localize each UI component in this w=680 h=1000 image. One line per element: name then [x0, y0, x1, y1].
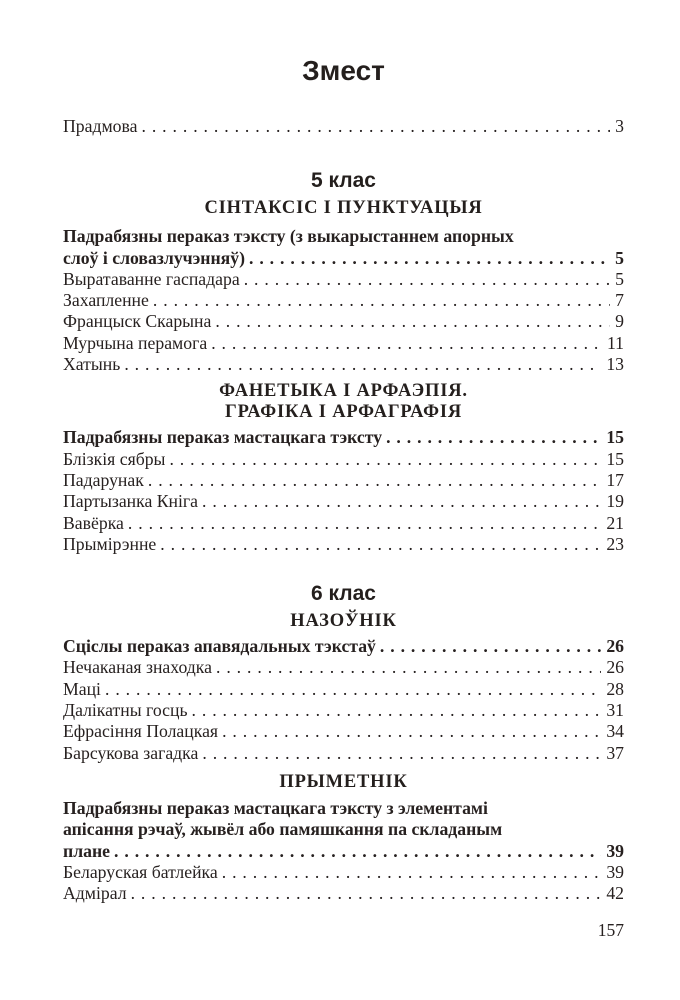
- dot-leader: [202, 491, 601, 512]
- toc-entry-text: Вавёрка: [63, 512, 124, 533]
- toc-entry: [63, 743, 624, 764]
- toc-entry-page: 34: [606, 721, 624, 742]
- dot-leader: [386, 427, 601, 448]
- toc-entry-text: Выратаванне гаспадара: [63, 268, 240, 289]
- toc-entry-page: 5: [615, 268, 624, 289]
- toc-entry-page: 21: [606, 512, 624, 533]
- dot-leader: [153, 290, 610, 311]
- toc-entry: [63, 819, 624, 840]
- dot-leader: [169, 449, 601, 470]
- toc-entry-text: Прадмова: [63, 116, 138, 136]
- toc-entry: [63, 311, 624, 332]
- toc-entry-text: Прымірэнне: [63, 533, 157, 554]
- toc-entry: [63, 534, 624, 555]
- toc-entry-text: Партызанка Кніга: [63, 491, 199, 512]
- toc-entry: [63, 883, 624, 904]
- toc-entry-text: Сціслы пераказ апавядальных тэкстаў: [63, 636, 376, 657]
- toc-entry-text: Блізкія сябры: [63, 448, 166, 469]
- toc-entry-text: слоў і словазлучэнняў): [63, 247, 245, 268]
- section-heading-phonetics-orthography: ФАНЕТЫКА І АРФАЭПІЯ. ГРАФІКА І АРФАГРАФІЯ: [219, 381, 468, 423]
- dot-leader: [222, 862, 602, 883]
- toc-entry: [63, 679, 624, 700]
- dot-leader: [222, 721, 601, 742]
- folio-page-number: 157: [597, 920, 624, 941]
- toc-entry-text: Падрабязны пераказ мастацкага тэксту: [63, 427, 383, 448]
- toc-entry-page: 19: [606, 491, 624, 512]
- toc-entry: [63, 427, 624, 448]
- toc-entry-page: 5: [615, 247, 624, 268]
- dot-leader: [202, 743, 601, 764]
- toc-entry-page: 28: [606, 678, 624, 699]
- toc-entry: [63, 513, 624, 534]
- section-heading-adjective: ПРЫМЕТНІК: [279, 771, 408, 792]
- dot-leader: [216, 657, 601, 678]
- toc-entry-page: 13: [606, 354, 624, 375]
- toc-entry-text: Падрабязны пераказ мастацкага тэксту з элементамі: [63, 797, 488, 818]
- toc-entry-page: 17: [606, 469, 624, 490]
- page-title: Змест: [302, 55, 385, 86]
- dot-leader: [105, 679, 601, 700]
- toc-entry-page: 15: [606, 448, 624, 469]
- toc-entry-text: Захапленне: [63, 290, 149, 311]
- toc-entry-page: 3: [615, 116, 624, 136]
- toc-entry-page: 7: [615, 290, 624, 311]
- toc-entry: [63, 862, 624, 883]
- toc-entry: [63, 333, 624, 354]
- toc-entry-text: Маці: [63, 678, 101, 699]
- dot-leader: [114, 841, 601, 862]
- toc-entry-text: апісання рэчаў, жывёл або памяшкання па складаным: [63, 819, 503, 840]
- toc-entry-page: 26: [606, 657, 624, 678]
- toc-entry: [63, 269, 624, 290]
- toc-entry: [63, 636, 624, 657]
- toc-entry-text: Мурчына перамога: [63, 332, 208, 353]
- toc-entry: [63, 248, 624, 269]
- toc-entry-text: Хатынь: [63, 354, 121, 375]
- toc-entry-page: 31: [606, 700, 624, 721]
- toc-entry-page: 39: [606, 840, 624, 861]
- toc-entry-text: Падрабязны пераказ тэксту (з выкарыстаннем апорных: [63, 226, 514, 247]
- toc-entry: [63, 290, 624, 311]
- toc-entry-page: 23: [606, 533, 624, 554]
- toc-entry: [63, 798, 624, 819]
- grade-5-heading: 5 клас: [311, 169, 376, 193]
- dot-leader: [249, 248, 610, 269]
- toc-entry: [63, 657, 624, 678]
- toc-entry-text: Падарунак: [63, 469, 144, 490]
- dot-leader: [192, 700, 602, 721]
- toc-entry: [63, 116, 624, 137]
- toc-entry-text: плане: [63, 840, 110, 861]
- dot-leader: [244, 269, 610, 290]
- toc-entry: [63, 354, 624, 375]
- toc-entry-page: 42: [606, 883, 624, 904]
- toc-entry-text: Далікатны госць: [63, 700, 188, 721]
- dot-leader: [124, 354, 601, 375]
- toc-entry-page: 37: [606, 742, 624, 763]
- dot-leader: [211, 333, 602, 354]
- dot-leader: [148, 470, 601, 491]
- toc-entry-page: 15: [606, 427, 624, 448]
- toc-entry-page: 26: [606, 636, 624, 657]
- toc-entry: [63, 700, 624, 721]
- toc-entry-text: Беларуская батлейка: [63, 861, 218, 882]
- toc-entry-text: Адмірал: [63, 883, 127, 904]
- toc-entry-page: 9: [615, 311, 624, 332]
- section-heading-noun: НАЗОЎНІК: [290, 611, 397, 632]
- toc-entry-text: Ефрасіння Полацкая: [63, 721, 219, 742]
- grade-6-heading: 6 клас: [311, 582, 376, 606]
- toc-entry-page: 11: [606, 332, 624, 353]
- toc-entry: [63, 491, 624, 512]
- dot-leader: [215, 311, 610, 332]
- section-heading-syntax-punctuation: СІНТАКСІС І ПУНКТУАЦЫЯ: [204, 198, 483, 219]
- dot-leader: [380, 636, 601, 657]
- dot-leader: [160, 534, 601, 555]
- dot-leader: [128, 513, 601, 534]
- toc-entry-text: Барсукова загадка: [63, 742, 199, 763]
- dot-leader: [141, 116, 610, 137]
- toc-entry: [63, 721, 624, 742]
- toc-entry: [63, 841, 624, 862]
- toc-entry: [63, 449, 624, 470]
- toc-entry-text: Францыск Скарына: [63, 311, 212, 332]
- dot-leader: [131, 883, 602, 904]
- toc-entry: [63, 226, 624, 247]
- toc-entry-page: 39: [606, 861, 624, 882]
- toc-entry: [63, 470, 624, 491]
- toc-entry-text: Нечаканая знаходка: [63, 657, 212, 678]
